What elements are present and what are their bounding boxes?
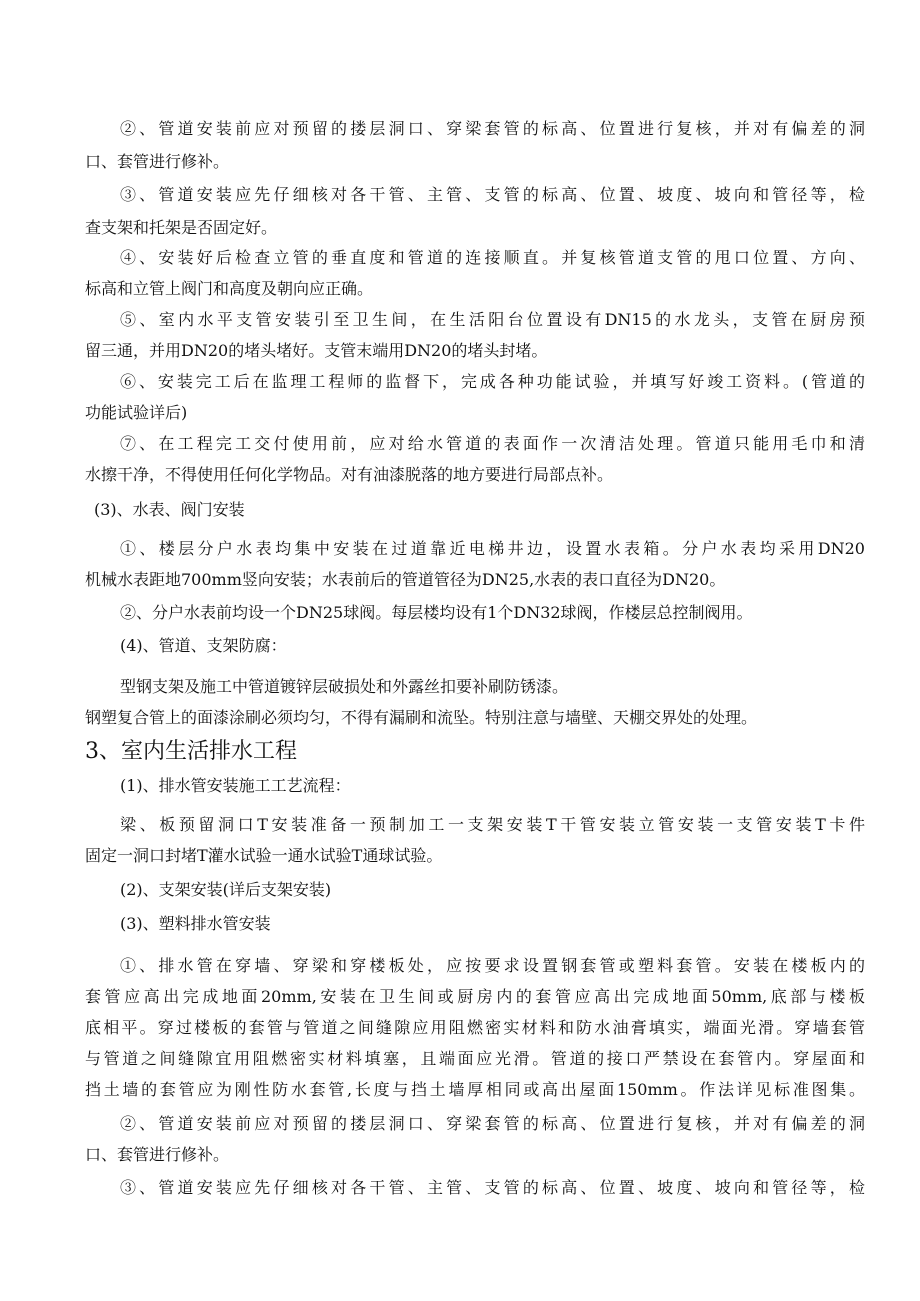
section-subheading: (3)、水表、阀门安装 (94, 500, 245, 519)
section-subheading: (4)、管道、支架防腐： (120, 636, 287, 655)
section-heading: 3、室内生活排水工程 (85, 739, 297, 764)
paragraph-line: ①、排水管在穿墙、穿梁和穿楼板处，应按要求设置钢套管或塑料套管。安装在楼板内的 (120, 956, 865, 975)
paragraph-line: 底相平。穿过楼板的套管与管道之间缝隙应用阻燃密实材料和防水油膏填实，端面光滑。穿墙套管 (85, 1018, 865, 1037)
paragraph-line: 套管应高出完成地面20mm,安装在卫生间或厨房内的套管应高出完成地面50mm,底部与楼板 (85, 987, 865, 1006)
paragraph-line: 水擦干净，不得使用任何化学物品。对有油漆脱落的地方要进行局部点补。 (85, 465, 614, 484)
paragraph-line: ⑤、室内水平支管安装引至卫生间，在生活阳台位置设有DN15的水龙头，支管在厨房预 (120, 310, 865, 329)
paragraph-line: ②、管道安装前应对预留的搂层洞口、穿梁套管的标高、位置进行复核，并对有偏差的洞 (120, 119, 865, 138)
paragraph-line: 留三通，并用DN20的堵头堵好。支管末端用DN20的堵头封堵。 (85, 341, 548, 360)
paragraph-line: 挡土墙的套管应为刚性防水套管,长度与挡土墙厚相同或高出屋面150mm。作法详见标准图集。 (85, 1080, 865, 1099)
paragraph-line: 固定一洞口封堵T灌水试验一通水试验T通球试验。 (85, 846, 443, 865)
paragraph-line: 口、套管进行修补。 (85, 1145, 230, 1164)
paragraph-line: 梁、板预留洞口T安装准备一预制加工一支架安装T干管安装立管安装一支管安装T卡件 (120, 815, 865, 834)
paragraph-line: ①、楼层分户水表均集中安装在过道靠近电梯井边，设置水表箱。分户水表均采用DN20 (120, 539, 865, 558)
paragraph-line: ④、安装好后检查立管的垂直度和管道的连接顺直。并复核管道支管的甩口位置、方向、 (120, 248, 865, 267)
paragraph-line: ⑦、在工程完工交付使用前，应对给水管道的表面作一次清洁处理。管道只能用毛巾和清 (120, 434, 865, 453)
section-subheading: (1)、排水管安装施工工艺流程： (120, 776, 351, 795)
paragraph-line: 标高和立管上阀门和高度及朝向应正确。 (85, 279, 374, 298)
paragraph-line: ③、管道安装应先仔细核对各干管、主管、支管的标高、位置、坡度、坡向和管径等，检 (120, 185, 865, 204)
paragraph-line: 钢塑复合管上的面漆涂刷必须均匀，不得有漏刷和流坠。特别注意与墙壁、天棚交界处的处理。 (85, 708, 758, 727)
paragraph-line: 机械水表距地700mm竖向安装；水表前后的管道管径为DN25,水表的表口直径为DN20。 (85, 570, 726, 589)
paragraph-line: ⑥、安装完工后在监理工程师的监督下，完成各种功能试验，并填写好竣工资料。(管道的 (120, 372, 865, 391)
paragraph-line: ②、分户水表前均设一个DN25球阀。每层楼均设有1个DN32球阀，作楼层总控制阀用。 (120, 603, 753, 622)
section-subheading: (3)、塑料排水管安装 (120, 914, 271, 933)
paragraph-line: 型钢支架及施工中管道镀锌层破损处和外露丝扣要补刷防锈漆。 (120, 677, 569, 696)
section-subheading: (2)、支架安装(详后支架安装) (120, 880, 332, 899)
paragraph-line: 功能试验详后) (85, 403, 188, 422)
paragraph-line: ③、管道安装应先仔细核对各干管、主管、支管的标高、位置、坡度、坡向和管径等，检 (120, 1178, 865, 1197)
paragraph-line: ②、管道安装前应对预留的搂层洞口、穿梁套管的标高、位置进行复核，并对有偏差的洞 (120, 1114, 865, 1133)
paragraph-line: 口、套管进行修补。 (85, 152, 230, 171)
paragraph-line: 与管道之间缝隙宜用阻燃密实材料填塞，且端面应光滑。管道的接口严禁设在套管内。穿屋面和 (85, 1049, 865, 1068)
paragraph-line: 查支架和托架是否固定好。 (85, 218, 278, 237)
